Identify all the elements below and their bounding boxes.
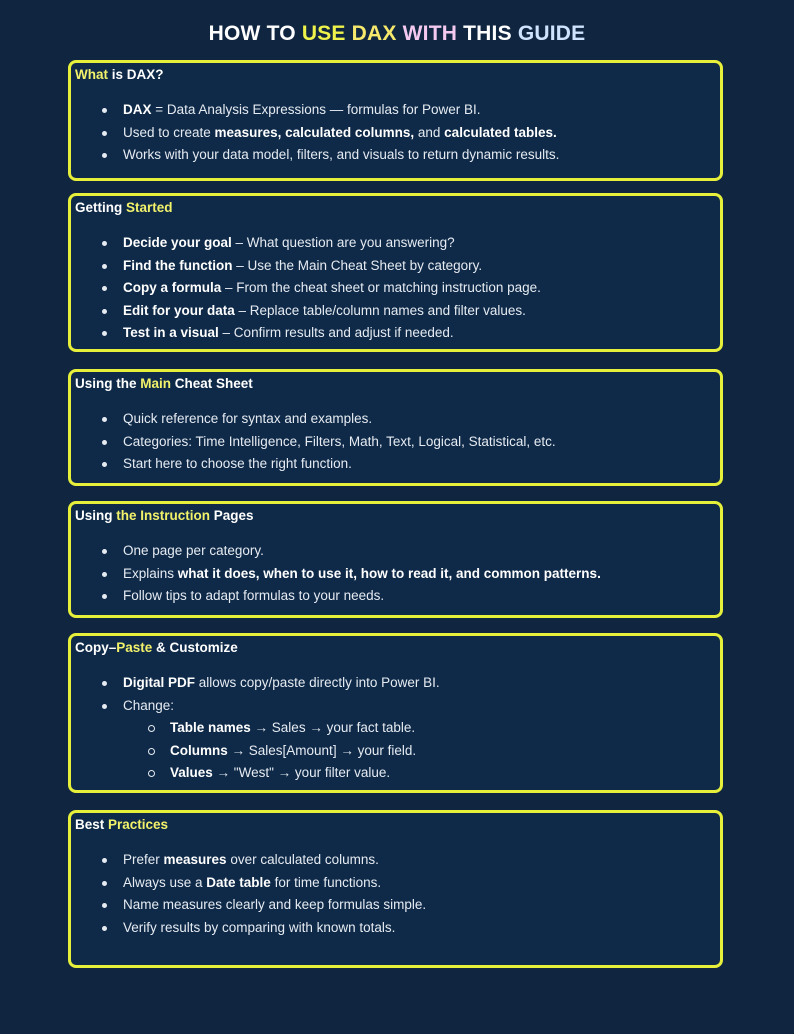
text-run: Verify results by comparing with known totals. xyxy=(123,919,396,935)
title-part: the Instruction xyxy=(116,508,211,523)
text-run: = Data Analysis Expressions — formulas for Power BI. xyxy=(151,102,481,117)
text-run: Always use a xyxy=(123,874,207,890)
title-part: Using xyxy=(75,508,117,523)
sub-list-item xyxy=(170,762,440,785)
bold-text: Decide your goal xyxy=(123,235,232,250)
bold-text: calculated tables. xyxy=(444,124,557,140)
title-part: & Customize xyxy=(152,640,238,655)
title-part: Getting xyxy=(75,200,123,215)
bold-text: DAX xyxy=(123,102,152,117)
bold-text: Digital PDF xyxy=(123,675,196,690)
bold-text: what it does, when to use it, how to read it, and common patterns. xyxy=(177,565,601,581)
title-part: Main xyxy=(140,376,175,391)
section-getting-started xyxy=(68,193,723,352)
title-part: DAX xyxy=(351,22,403,45)
title-part: HOW TO xyxy=(208,22,302,45)
bold-text: measures xyxy=(163,852,227,867)
bold-text: Find the function xyxy=(123,257,233,273)
page-title xyxy=(0,22,794,46)
list-item xyxy=(123,322,541,345)
title-part: Started xyxy=(122,200,173,215)
bold-text: Date table xyxy=(206,874,271,890)
list-item xyxy=(123,255,541,278)
bullet-list xyxy=(123,232,541,345)
title-part: Best xyxy=(75,817,109,832)
text-run: – From the cheat sheet or matching instruction page. xyxy=(221,280,541,295)
bold-text: Table names xyxy=(170,720,251,735)
text-run: – Confirm results and adjust if needed. xyxy=(218,325,454,340)
text-run: over calculated columns. xyxy=(226,852,379,867)
list-item xyxy=(123,872,426,895)
text-run: allows copy/paste directly into Power BI. xyxy=(195,675,440,690)
section-best-practices xyxy=(68,810,723,968)
text-run: – What question are you answering? xyxy=(231,235,455,250)
text-run: Prefer xyxy=(123,852,164,867)
list-item xyxy=(123,300,541,323)
text-run: Change: xyxy=(123,697,175,713)
text-run: Name measures clearly and keep formulas simple. xyxy=(123,897,427,912)
bold-text: Values xyxy=(170,765,213,780)
title-part: Practices xyxy=(108,817,169,832)
text-run: Follow tips to adapt formulas to your needs. xyxy=(123,588,385,603)
sub-list xyxy=(123,717,440,785)
text-run: One page per category. xyxy=(123,543,264,558)
text-run: for time functions. xyxy=(270,874,382,890)
section-title xyxy=(75,376,253,391)
list-item xyxy=(123,563,601,586)
section-copy-paste xyxy=(68,633,723,793)
list-item xyxy=(123,122,559,145)
text-run: → Sales[Amount] → your field. xyxy=(227,742,417,758)
list-item xyxy=(123,540,601,563)
bullet-list xyxy=(123,540,601,608)
list-item xyxy=(123,695,440,785)
bullet-list xyxy=(123,99,559,167)
title-part: USE xyxy=(301,22,352,45)
bold-text: Test in a visual xyxy=(123,325,219,340)
list-item xyxy=(123,277,541,300)
text-run: – Replace table/column names and filter values. xyxy=(234,302,526,318)
section-title xyxy=(75,817,168,832)
sub-list-item xyxy=(170,740,440,763)
list-item xyxy=(123,453,556,476)
title-part: is DAX? xyxy=(108,67,164,82)
text-run: Explains xyxy=(123,565,178,581)
list-item xyxy=(123,917,426,940)
list-item xyxy=(123,672,440,695)
section-title xyxy=(75,508,254,523)
list-item xyxy=(123,894,426,917)
title-part: Paste xyxy=(116,640,153,655)
title-part: GUIDE xyxy=(517,22,586,45)
sub-list-item xyxy=(170,717,440,740)
text-run: Start here to choose the right function. xyxy=(123,456,352,471)
bold-text: Columns xyxy=(170,742,228,758)
title-part: What xyxy=(75,67,108,82)
list-item xyxy=(123,849,426,872)
section-main-cheat-sheet xyxy=(68,369,723,486)
title-part: WITH xyxy=(402,22,464,45)
section-title xyxy=(75,200,173,215)
list-item xyxy=(123,585,601,608)
section-instruction-pages xyxy=(68,501,723,618)
bold-text: measures, calculated columns, xyxy=(214,124,415,140)
section-title xyxy=(75,640,238,655)
list-item xyxy=(123,408,556,431)
section-what-is-dax xyxy=(68,60,723,181)
title-part: Copy– xyxy=(75,640,117,655)
list-item xyxy=(123,232,541,255)
text-run: Works with your data model, filters, and visuals to return dynamic results. xyxy=(123,147,560,162)
text-run: → "West" → your filter value. xyxy=(212,765,391,780)
text-run: Quick reference for syntax and examples. xyxy=(123,411,373,426)
bold-text: Copy a formula xyxy=(123,280,222,295)
title-part: THIS xyxy=(463,22,518,45)
list-item xyxy=(123,431,556,454)
list-item xyxy=(123,144,559,167)
text-run: and xyxy=(414,124,445,140)
bold-text: Edit for your data xyxy=(123,302,235,318)
bullet-list xyxy=(123,408,556,476)
text-run: → Sales → your fact table. xyxy=(250,720,416,735)
title-part: Pages xyxy=(210,508,254,523)
list-item xyxy=(123,99,559,122)
text-run: Categories: Time Intelligence, Filters, Math, Text, Logical, Statistical, etc. xyxy=(123,433,556,449)
text-run: Used to create xyxy=(123,124,215,140)
title-part: Using the xyxy=(75,376,141,391)
section-title xyxy=(75,67,164,82)
text-run: – Use the Main Cheat Sheet by category. xyxy=(232,257,483,273)
bullet-list xyxy=(123,672,440,785)
bullet-list xyxy=(123,849,426,939)
title-part: Cheat Sheet xyxy=(174,376,253,391)
